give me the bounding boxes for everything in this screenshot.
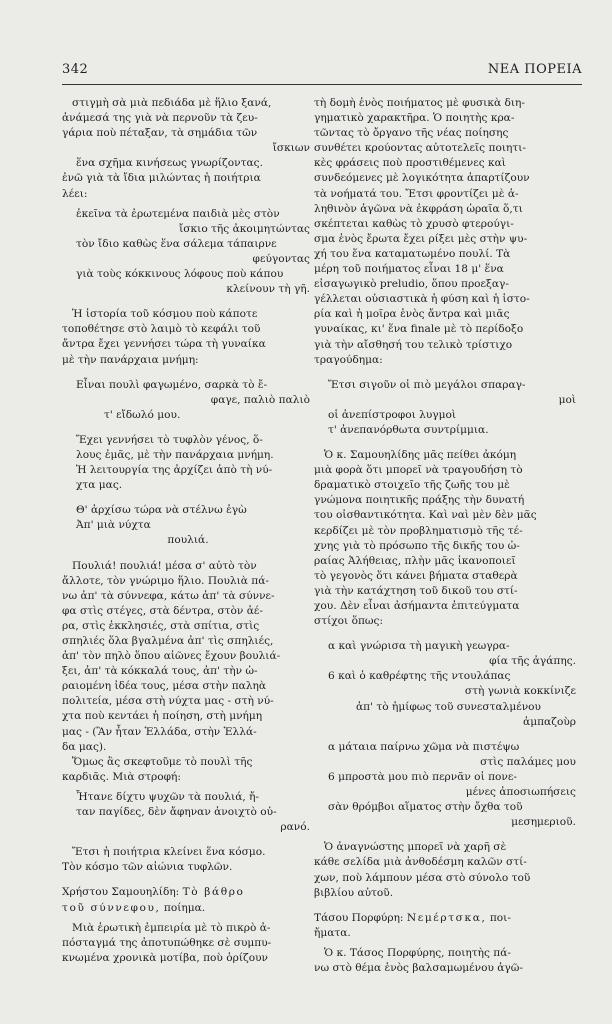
left-verse-2 (62, 378, 314, 423)
right-paragraph-3 (314, 840, 580, 900)
text-line: ἀνάμεσά της γιὰ νὰ περνοῦν τὰ ζευ- (62, 112, 258, 125)
verse-line: Ἡ λειτουργία της ἀρχίζει ἀπὸ τὴ νύ- (76, 464, 273, 477)
header-rule (62, 84, 582, 85)
verse-line: ἐκεῖνα τὰ ἐρωτεμένα παιδιὰ μὲς στὸν (76, 207, 280, 220)
text-line: ρία καὶ ἡ μοῖρα ἑνὸς ἄντρα καὶ μιᾶς (314, 308, 510, 321)
verse-line: Ἦτανε δίχτυ ψυχῶν τὰ πουλιά, ἤ- (76, 790, 260, 803)
verse-line: γιὰ τοὺς κόκκινους λόφους ποὺ κάπου (76, 268, 284, 281)
text-line: χτα ποὺ κεντάει ἡ ποίηση, στὴ μνήμη (62, 710, 263, 723)
text-line: κάθε σελίδα μιὰ ἀνθοδέσμη καλῶν στί- (314, 856, 527, 869)
text-line: κνωμένα χρονικὰ μοτίβα, ποὺ ὁρίζουν (62, 951, 268, 964)
verse-line: στὶς παλάμες μου (480, 755, 576, 768)
text-line: κὲς φράσεις ποὺ προστιθέμενες καὶ (314, 157, 506, 170)
right-paragraph-4 (314, 946, 580, 976)
verse-line: κλείνουν τὴ γῆ. (226, 283, 310, 296)
text-line: συνθέτει κρούοντας αὐτοτελεῖς ποιητι- (314, 142, 526, 155)
verse-line: Εἶναι πουλὶ φαγωμένο, σαρκὰ τὸ ἔ- (76, 378, 268, 391)
verse-line: τ' ἀνεπανόρθωτα συντρίμμια. (328, 423, 489, 436)
text-line: δα μας). (62, 740, 107, 753)
right-verse-1 (314, 378, 580, 438)
text-line: ἄντρα ἔχει γεννήσει τώρα τὴ γυναίκα (62, 338, 266, 351)
text-line: νω στὸ θέμα ἑνὸς βαλσαμωμένου ἀγῶ- (314, 961, 523, 974)
verse-line: α μάταια παίρνω χῶμα νὰ πιστέψω (328, 740, 520, 753)
text-line: δραματικὸ στοιχεῖο τῆς ζωῆς του μὲ (314, 479, 510, 492)
text-line: χή του ἕνα καταματωμένο πουλί. Τὰ (314, 247, 511, 260)
page-number: 342 (62, 62, 89, 77)
text-line: Μιὰ ἐρωτικὴ ἐμπειρία μὲ τὸ πικρὸ ἀ- (72, 921, 271, 934)
text-line: μέρη τοῦ ποιήματος εἶναι 18 μ' ἕνα (314, 263, 504, 276)
right-verse-3 (314, 740, 580, 831)
verse-line: σὰν θρόμβοι αἵματος στὴν ὄχθα τοῦ (328, 801, 523, 814)
text-line: συνδεόμενες μὲ λογικότητα ἀπαρτίζουν (314, 172, 530, 185)
verse-line: α καὶ γνώρισα τὴ μαγικὴ γεωγρα- (328, 640, 510, 653)
text-line: ἀπ' τὸν πηλὸ ὅπου αἰῶνες ἔχουν βουλιά- (62, 650, 281, 663)
text-line: τὰ νοήματά του. Ἔτσι φροντίζει μὲ ἀ- (314, 187, 519, 200)
review-heading-line-2 (62, 901, 314, 916)
text-line: μιὰ φορὰ ὅτι μπορεῖ νὰ τραγουδήση τὸ (314, 464, 523, 477)
text-line: χων, ποὺ λάμπουν μέσα στὸ σύνολο τοῦ (314, 871, 531, 884)
text-line: ληθινὸν ἀγῶνα νὰ ἐκφράση ὡραῖα ὅ,τι (314, 202, 523, 215)
review-heading (62, 885, 314, 915)
text-line: ραιομένη ἰδέα τους, μέσα στὴν παληὰ (62, 680, 267, 693)
text-line: φα στὶς στέγες, στὰ δέντρα, στὸν ἀέ- (62, 604, 263, 617)
review-title: Νεμέρτσκα, (406, 911, 487, 924)
verse-line: τ' εἴδωλό μου. (104, 408, 181, 421)
text-line: σκέπτεται καθὼς τὸ χρυσὸ φτερούγι- (314, 217, 514, 230)
text-line: ραίας Ἀλήθειας, πλὴν μᾶς ἱκανοποιεῖ (314, 554, 516, 567)
verse-line: φεύγοντας (252, 252, 310, 265)
text-line: νω ἀπ' τὰ σύννεφα, κάτω ἀπ' τὰ σύννε- (62, 589, 275, 602)
verse-line: πουλιά. (167, 534, 209, 547)
text-line: τὸ γεγονὸς ὅτι κάνει βήματα σταθερὰ (314, 569, 518, 582)
verse-line: ἀμπαζοὺρ (523, 715, 576, 728)
text-line: γυναίκας, κι' ἕνα finale μὲ τὸ περίδοξο (314, 323, 524, 336)
verse-line: μένες ἀποσιωπήσεις (465, 786, 576, 799)
verse-line: φία τῆς ἀγάπης. (489, 655, 576, 668)
text-line: Ὁ κ. Σαμουηλίδης μᾶς πείθει ἀκόμη (324, 449, 517, 462)
text-line: γνώμονα ποιητικῆς πράξης τὴν δυνατή (314, 494, 525, 507)
verse-line: λους ἐμᾶς, μὲ τὴν πανάρχαια μνήμη. (76, 448, 274, 461)
review-title: τοῦ σύννεφου, (62, 901, 161, 914)
review-genre: ποίημα. (163, 901, 206, 914)
review-title: Τὸ βάθρο (182, 886, 245, 899)
verse-line: 6 μπροστὰ μου πιὸ περνᾶν οἱ πονε- (328, 770, 517, 783)
verse-line: τὸν ἴδιο καθὼς ἕνα σάλεμα τάπαιρνε (76, 237, 277, 250)
text-line: ἴσκιων (272, 142, 310, 155)
right-paragraph-1 (314, 96, 580, 368)
verse-line: ἴσκιο τῆς ἀκοιμητώντας (179, 222, 310, 235)
text-line: Πουλιά! πουλιά! μέσα σ' αὐτὸ τὸν (72, 559, 257, 572)
verse-line: Ἀπ' μιὰ νύχτα (76, 519, 151, 532)
verse-line: ρανό. (280, 821, 310, 834)
text-line: πολιτεία, μέσα στὴ νύχτα μας - στὴ νύ- (62, 695, 274, 708)
verse-line: οἱ ἀνεπίστροφοι λυγμοὶ (328, 408, 457, 421)
text-line: τοποθέτησε στὸ λαιμὸ τὸ κεφάλι τοῦ (62, 323, 261, 336)
left-paragraph-6 (62, 921, 314, 966)
text-line: ἄλλοτε, τὸν γνώριμο ἥλιο. Πουλιὰ πά- (62, 574, 269, 587)
text-line: ἐνῶ γιὰ τὰ ἴδια μιλώντας ἡ ποιήτρια (62, 172, 261, 185)
text-line: καρδιᾶς. Μιὰ στροφή: (62, 770, 181, 783)
left-paragraph-4 (62, 755, 314, 785)
review-genre: ποι- (489, 911, 511, 924)
text-line: Τὸν κόσμο τῶν αἰώνια τυφλῶν. (62, 861, 233, 874)
text-line: πόσταγμά της ἀποτυπώθηκε σὲ συμπυ- (62, 936, 272, 949)
review-heading-line-2: ἤματα. (314, 926, 351, 939)
verse-line: ἀπ' τὸ ἡμίφως τοῦ συνεσταλμένου (356, 700, 541, 713)
left-paragraph-1 (62, 96, 314, 202)
text-line: βιβλίου αὐτοῦ. (314, 886, 394, 899)
verse-line: Ἔτσι σιγοῦν οἱ πιὸ μεγάλοι σπαραγ- (328, 378, 526, 391)
left-verse-4 (62, 503, 314, 548)
verse-line: μεσημεριοῦ. (511, 816, 576, 829)
review-heading (314, 911, 580, 941)
left-paragraph-5 (62, 845, 314, 875)
left-paragraph-2 (62, 307, 314, 367)
verse-line: στὴ γωνιὰ κοκκίνιζε (464, 685, 576, 698)
verse-line: ταν παγίδες, δὲν ἄφηναν ἀνοιχτὸ οὐ- (76, 806, 277, 819)
text-line: Ὅμως ἂς σκεφτοῦμε τὸ πουλὶ τῆς (72, 755, 253, 768)
text-line: εἰσαγωγικὸ preludio, ὅπου προεξαγ- (314, 278, 509, 291)
verse-line: Θ' ἀρχίσω τώρα νὰ στέλνω ἐγὼ (76, 504, 247, 517)
left-paragraph-3 (62, 559, 314, 755)
text-line: στίχοι ὅπως: (314, 615, 384, 628)
text-line: μὲ τὴν πανάρχαια μνήμη: (62, 353, 199, 366)
text-line: γάρια ποὺ πέταξαν, τὰ σημάδια τῶν (62, 127, 258, 140)
text-line: Ὁ κ. Τάσος Πορφύρης, ποιητὴς πά- (324, 946, 511, 959)
right-paragraph-2 (314, 448, 580, 629)
verse-line: Ἔχει γεννήσει τὸ τυφλὸν γένος, ὅ- (76, 433, 263, 446)
text-line: σπηλιές ὅλα βγαλμένα ἀπ' τὶς σπηλιές, (62, 635, 274, 647)
verse-line: μοὶ (558, 393, 576, 406)
left-verse-1 (62, 207, 314, 298)
verse-line: φαγε, παλιὸ παλιὸ (210, 393, 310, 406)
right-column (314, 96, 580, 976)
text-line: χνης γιὰ τὸ πρόσωπο τῆς δικῆς του ὠ- (314, 539, 520, 552)
review-heading-line-1 (62, 885, 314, 900)
review-author: Τάσου Πορφύρη: (314, 911, 404, 924)
text-line: ρα, στὶς ἐκκλησιές, στὰ σπίτια, στὶς (62, 619, 260, 632)
text-line: σμα ἑνὸς ἔρωτα ἔχει ρίξει μὲς στὴν ψυ- (314, 232, 528, 245)
text-line: Ὁ ἀναγνώστης μπορεῖ νὰ χαρῆ σὲ (324, 841, 507, 854)
text-line: ἕνα σχῆμα κινήσεως γνωρίζοντας. (76, 157, 263, 170)
review-author: Χρήστου Σαμουηλίδη: (62, 886, 180, 899)
text-line: τραγούδημα: (314, 353, 383, 366)
text-line: τὴ δομὴ ἑνὸς ποιήματος μὲ φυσικὰ διη- (314, 97, 525, 109)
text-line: τῶντας τὸ ὄργανο τῆς νέας ποίησης (314, 127, 509, 140)
text-line: γιὰ τὴν αἴσθησή του τελικὸ τρίστιχο (314, 338, 513, 351)
text-line: ξει, ἀπ' τὰ κόκκαλά τους, ἀπ' τὴν ὠ- (62, 665, 258, 678)
text-line: Ἡ ἱστορία τοῦ κόσμου ποὺ κάποτε (72, 308, 258, 321)
page-header (62, 62, 582, 80)
text-line: λέει: (62, 187, 88, 200)
text-line: γηματικὸ χαρακτῆρα. Ὁ ποιητὴς κρα- (314, 112, 515, 125)
text-line: μας - (Ἂν ἦταν Ἑλλάδα, στὴν Ἑλλά- (62, 725, 257, 738)
text-line: Ἔτσι ἡ ποιήτρια κλείνει ἕνα κόσμο. (72, 846, 266, 859)
journal-title: ΝΕΑ ΠΟΡΕΙΑ (487, 62, 582, 77)
text-line: στιγμὴ σὰ μιὰ πεδιάδα μὲ ἥλιο ξανά, (72, 97, 272, 109)
verse-line: 6 καὶ ὁ καθρέφτης τῆς ντουλάπας (328, 670, 511, 683)
text-line: χου. Δὲν εἶναι ἀσήμαντα ἐπιτεύγματα (314, 600, 520, 612)
text-line: του οἰσθαντικότητα. Καὶ ναὶ μὲν δὲν μᾶς (314, 509, 537, 522)
left-verse-5 (62, 790, 314, 835)
review-heading-line-1 (314, 911, 580, 926)
left-column (62, 96, 314, 966)
right-verse-2 (314, 639, 580, 730)
verse-line: χτα μας. (76, 479, 123, 492)
text-line: γιὰ τὴν κατάχτηση τοῦ δικοῦ του στί- (314, 584, 518, 597)
text-line: γέλλεται οὐσιαστικὰ ἡ φύση καὶ ἡ ἱστο- (314, 293, 530, 306)
left-verse-3 (62, 433, 314, 493)
text-line: κερδίζει μὲ τὸν προβληματισμὸ τῆς τέ- (314, 524, 523, 537)
